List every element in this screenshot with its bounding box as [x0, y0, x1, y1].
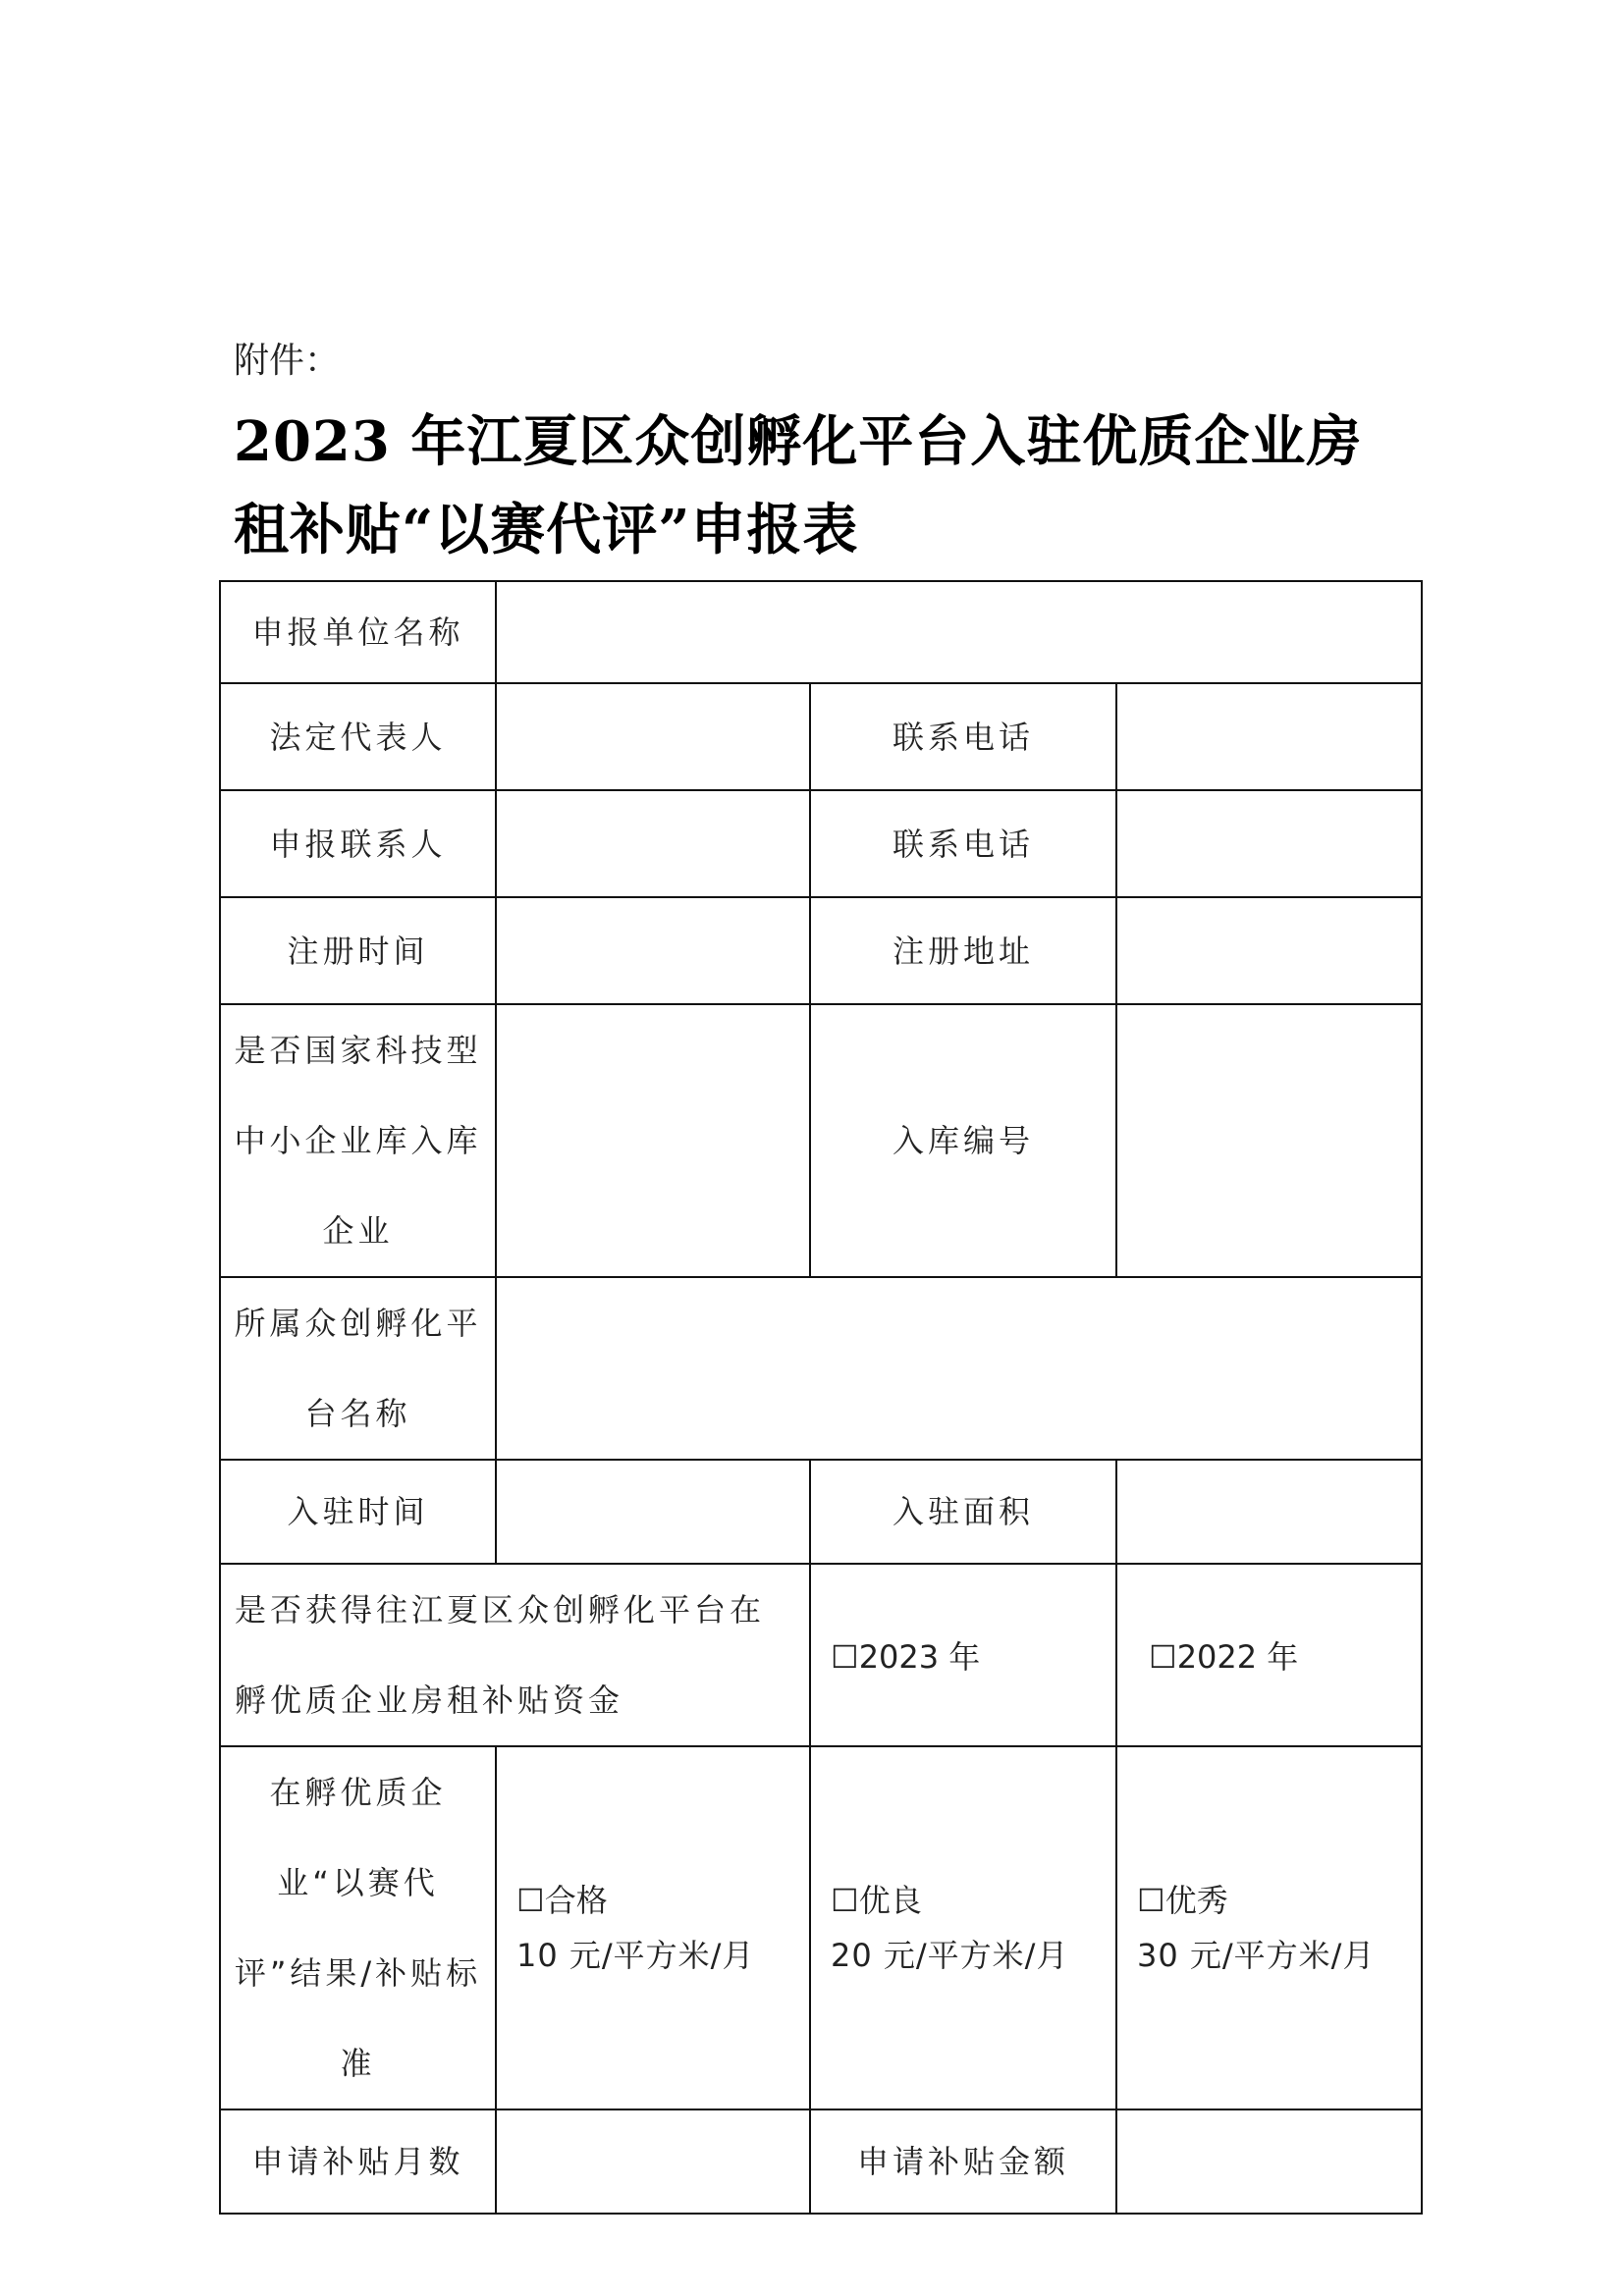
- entry-area-field[interactable]: [1116, 1460, 1422, 1564]
- entry-area-label: 入驻面积: [810, 1460, 1116, 1564]
- contact-phone-field-2[interactable]: [1116, 790, 1422, 897]
- title-line-2: 租补贴“以赛代评”申报表: [234, 498, 859, 562]
- application-form-table: [219, 580, 1423, 2215]
- unit-name-label: 申报单位名称: [220, 581, 496, 683]
- row-result: [220, 1746, 1422, 2109]
- unit-name-field[interactable]: [496, 581, 1422, 683]
- rate-excellent: 30 元/平方米/月: [1137, 1937, 1376, 1974]
- subsidy-question-label: 是否获得往江夏区众创孵化平台在孵优质企业房租补贴资金: [220, 1564, 810, 1746]
- sme-question-label: 是否国家科技型中小企业库入库企业: [220, 1004, 496, 1277]
- grade-pass-option[interactable]: [496, 1746, 810, 2109]
- result-standard-label: 在孵优质企业“以赛代评”结果/补贴标准: [220, 1746, 496, 2109]
- contact-phone-field-1[interactable]: [1116, 683, 1422, 790]
- amount-label: 申请补贴金额: [810, 2109, 1116, 2214]
- row-sme: [220, 1004, 1422, 1277]
- contact-phone-label-1: 联系电话: [810, 683, 1116, 790]
- reg-time-label: 注册时间: [220, 897, 496, 1004]
- row-application: [220, 2109, 1422, 2214]
- platform-name-label: 所属众创孵化平台名称: [220, 1277, 496, 1460]
- title-line-1: 2023 年江夏区众创孵化平台入驻优质企业房: [234, 409, 1363, 474]
- document-title: [234, 398, 1432, 574]
- row-subsidy-history: [220, 1564, 1422, 1746]
- sme-number-label: 入库编号: [810, 1004, 1116, 1277]
- row-legal-rep: [220, 683, 1422, 790]
- sme-number-field[interactable]: [1116, 1004, 1422, 1277]
- year-2023-checkbox[interactable]: ☐2023 年: [810, 1564, 1116, 1746]
- grade-good-option[interactable]: [810, 1746, 1116, 2109]
- legal-rep-label: 法定代表人: [220, 683, 496, 790]
- months-label: 申请补贴月数: [220, 2109, 496, 2214]
- sme-answer-field[interactable]: [496, 1004, 810, 1277]
- row-unit-name: [220, 581, 1422, 683]
- applicant-contact-label: 申报联系人: [220, 790, 496, 897]
- reg-time-field[interactable]: [496, 897, 810, 1004]
- grade-pass-checkbox[interactable]: ☐合格: [516, 1882, 608, 1919]
- row-applicant-contact: [220, 790, 1422, 897]
- rate-good: 20 元/平方米/月: [831, 1937, 1069, 1974]
- legal-rep-field[interactable]: [496, 683, 810, 790]
- applicant-contact-field[interactable]: [496, 790, 810, 897]
- grade-excellent-checkbox[interactable]: ☐优秀: [1137, 1882, 1228, 1919]
- months-field[interactable]: [496, 2109, 810, 2214]
- row-platform: [220, 1277, 1422, 1460]
- attachment-label: 附件：: [234, 341, 341, 381]
- entry-time-field[interactable]: [496, 1460, 810, 1564]
- amount-field[interactable]: [1116, 2109, 1422, 2214]
- reg-address-label: 注册地址: [810, 897, 1116, 1004]
- contact-phone-label-2: 联系电话: [810, 790, 1116, 897]
- rate-pass: 10 元/平方米/月: [516, 1937, 755, 1974]
- grade-good-checkbox[interactable]: ☐优良: [831, 1882, 922, 1919]
- grade-excellent-option[interactable]: [1116, 1746, 1422, 2109]
- reg-address-field[interactable]: [1116, 897, 1422, 1004]
- entry-time-label: 入驻时间: [220, 1460, 496, 1564]
- row-registration: [220, 897, 1422, 1004]
- platform-name-field[interactable]: [496, 1277, 1422, 1460]
- year-2022-checkbox[interactable]: ☐2022 年: [1116, 1564, 1422, 1746]
- row-entry: [220, 1460, 1422, 1564]
